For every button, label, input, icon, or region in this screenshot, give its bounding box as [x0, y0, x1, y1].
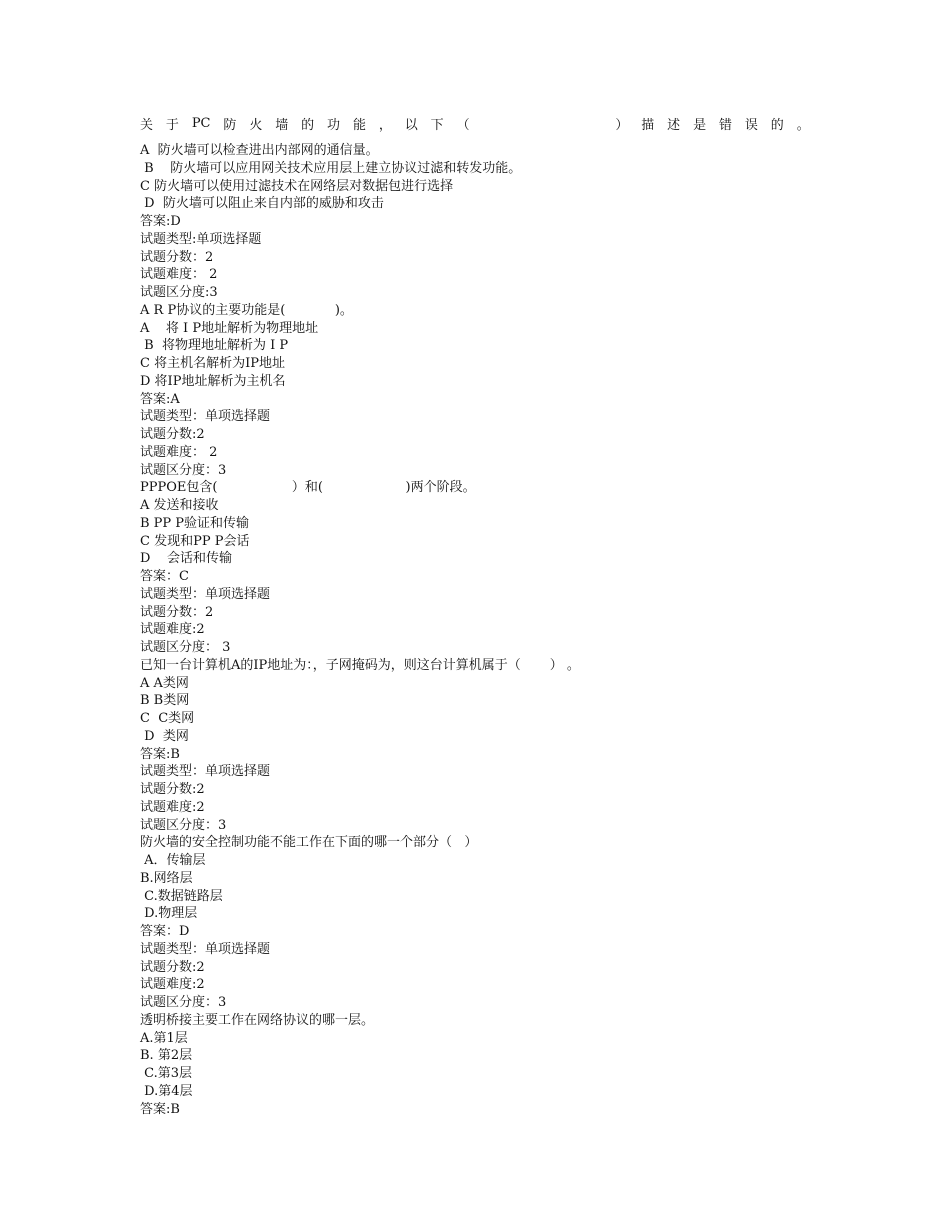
text-line: 答案:D — [140, 214, 181, 229]
text-line: B 将物理地址解析为 I P — [140, 338, 289, 354]
text-line: B PP P验证和传输 — [140, 515, 250, 531]
title-char: 防 — [223, 117, 237, 133]
title-char: ， — [378, 117, 392, 133]
title-char: 述 — [667, 117, 681, 133]
title-char: 于 — [165, 117, 179, 133]
text-line: 试题类型:单项选择题 — [140, 231, 262, 247]
text-line: 答案:A — [140, 391, 180, 407]
text-line: 试题类型：单项选择题 — [140, 586, 271, 602]
text-line: 答案：C — [140, 569, 189, 584]
title-char: 的 — [301, 117, 315, 133]
text-line: D 将IP地址解析为主机名 — [140, 373, 286, 389]
text-line: 试题区分度：3 — [140, 462, 227, 478]
title-char: 是 — [693, 117, 707, 133]
text-line: 试题难度： 2 — [140, 444, 218, 460]
title-char: 的 — [770, 117, 784, 133]
text-line: D.第4层 — [140, 1083, 193, 1099]
text-line: 试题难度:2 — [140, 622, 205, 638]
question-1-title — [140, 112, 810, 134]
text-line: 已知一台计算机A的IP地址为：，子网掩码为，则这台计算机属于（ ） 。 — [140, 657, 580, 673]
text-line: 试题类型：单项选择题 — [140, 941, 271, 957]
text-line: 答案:B — [140, 1101, 180, 1117]
text-line: 答案：D — [140, 924, 190, 939]
document-body — [140, 142, 810, 1118]
text-line: B 防火墙可以应用网关技术应用层上建立协议过滤和转发功能。 — [140, 160, 522, 176]
document-page — [140, 112, 810, 1118]
text-line: 试题分数:2 — [140, 782, 205, 797]
title-char: 描 — [641, 117, 655, 133]
text-line: A 发送和接收 — [140, 498, 219, 513]
title-char: ） — [615, 117, 629, 133]
text-line: A R P协议的主要功能是( )。 — [140, 302, 353, 318]
title-char: 下 — [430, 117, 444, 133]
title-char: PC — [191, 115, 211, 131]
text-line: 答案:B — [140, 746, 180, 762]
text-line: B. 第2层 — [140, 1048, 193, 1064]
text-line: 试题区分度： 3 — [140, 640, 231, 655]
text-line: PPPOE包含( ）和( )两个阶段。 — [140, 480, 476, 496]
text-line: 试题类型：单项选择题 — [140, 764, 271, 780]
title-char: 墙 — [275, 117, 289, 133]
text-line: A 防火墙可以检查进出内部网的通信量。 — [140, 143, 379, 158]
text-line: A A类网 — [140, 675, 189, 691]
text-line: B B类网 — [140, 693, 190, 709]
title-char: 能 — [352, 117, 366, 133]
title-char: 火 — [249, 117, 263, 133]
text-line: C C类网 — [140, 711, 195, 726]
title-char: 错 — [718, 117, 732, 133]
text-line: 试题区分度：3 — [140, 817, 227, 833]
title-char: 关 — [140, 117, 154, 133]
text-line: D.物理层 — [140, 906, 198, 922]
text-line: 试题难度:2 — [140, 977, 205, 993]
title-char: 误 — [744, 117, 758, 133]
text-line: 防火墙的安全控制功能不能工作在下面的哪一个部分（ ） — [140, 835, 478, 851]
text-line: 透明桥接主要工作在网络协议的哪一层。 — [140, 1012, 375, 1028]
text-line: C 发现和PP P会话 — [140, 533, 250, 549]
text-line: A.第1层 — [140, 1030, 188, 1046]
text-line: C.第3层 — [140, 1066, 193, 1081]
title-char: 功 — [327, 117, 341, 133]
text-line: A．传输层 — [140, 853, 206, 868]
text-line: 试题分数:2 — [140, 959, 205, 975]
text-line: D 类网 — [140, 728, 189, 744]
text-line: 试题分数：2 — [140, 249, 214, 265]
text-line: 试题分数：2 — [140, 604, 214, 620]
text-line: 试题区分度:3 — [140, 285, 218, 300]
text-line: C 将主机名解析为IP地址 — [140, 356, 285, 371]
text-line: C.数据链路层 — [140, 888, 223, 904]
text-line: 试题类型：单项选择题 — [140, 409, 271, 425]
title-char: 。 — [796, 117, 810, 133]
text-line: 试题难度： 2 — [140, 267, 218, 283]
title-char: 以 — [404, 117, 418, 133]
text-line: 试题难度:2 — [140, 799, 205, 815]
text-line: A 将 I P地址解析为物理地址 — [140, 320, 319, 336]
text-line: 试题区分度：3 — [140, 995, 227, 1010]
title-char: （ — [456, 117, 470, 133]
text-line: B.网络层 — [140, 870, 193, 886]
text-line: 试题分数:2 — [140, 427, 205, 442]
text-line: D 防火墙可以阻止来自内部的威胁和攻击 — [140, 196, 384, 212]
text-line: C 防火墙可以使用过滤技术在网络层对数据包进行选择 — [140, 178, 454, 194]
text-line: D 会话和传输 — [140, 551, 232, 567]
